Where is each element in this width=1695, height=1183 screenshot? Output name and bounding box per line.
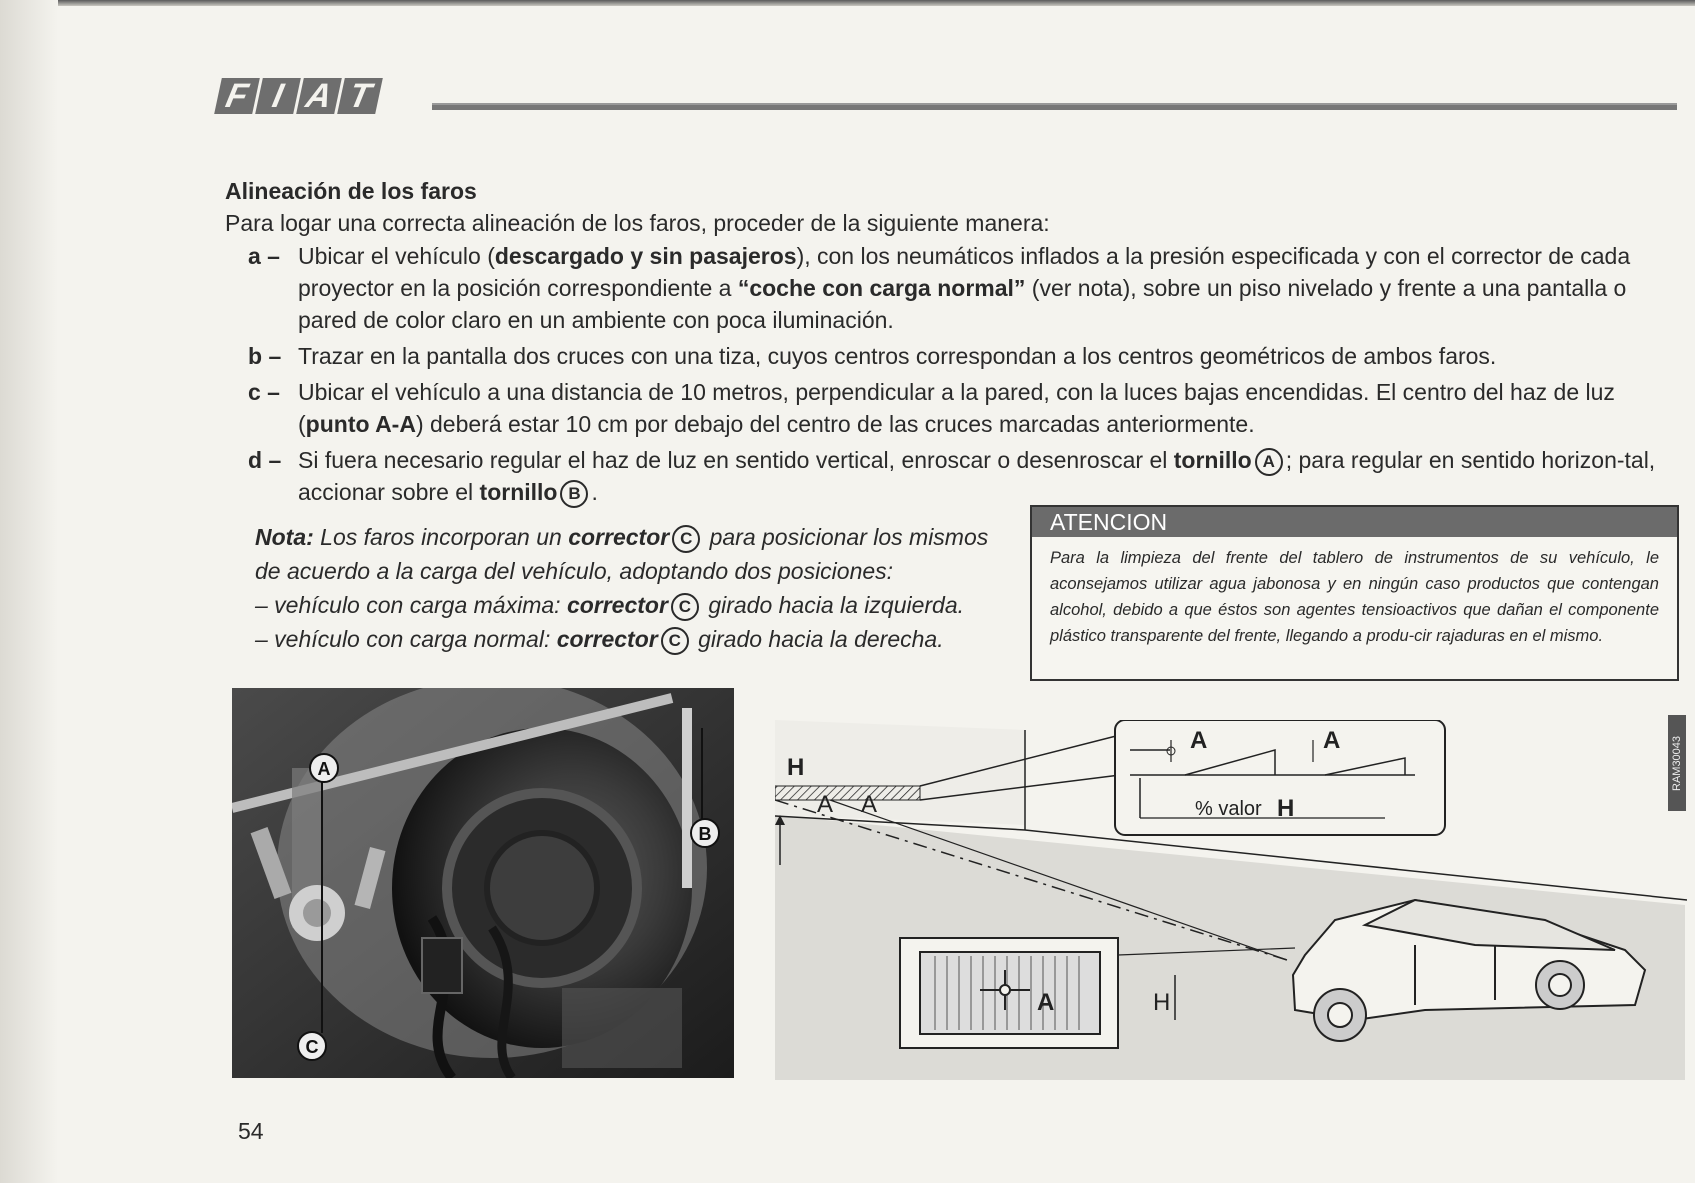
svg-text:A: A <box>317 759 331 779</box>
callout-b <box>691 819 719 847</box>
note-text: – vehículo con carga normal: <box>255 626 551 652</box>
step-text-part: ) deberá estar 10 cm por debajo del centro de las cruces marcadas anteriormente. <box>415 411 1255 437</box>
step-letter: d – <box>248 447 282 473</box>
header-rule <box>432 103 1677 110</box>
step-text-part: Si fuera necesario regular el haz de luz en sentido vertical, enroscar o desenroscar el <box>298 447 1174 473</box>
note-bold: corrector <box>568 524 670 550</box>
step-text-part: ), con los neumáticos inflados a la presión especificada y con el corrector de cada proyector en la posición correspondiente a <box>298 243 1631 301</box>
circled-letter-c: C <box>661 627 689 655</box>
diagram-label-a: A <box>1037 989 1055 1016</box>
step-letter: b – <box>248 343 282 369</box>
section-intro: Para logar una correcta alineación de los faros, proceder de la siguiente manera: <box>225 210 1050 236</box>
circled-letter-c: C <box>671 593 699 621</box>
step-text-part: Ubicar el vehículo a una distancia de 10 metros, perpendicular a la pared, con la luces bajas encendidas. El centro del haz de luz ( <box>298 379 1615 437</box>
circled-letter-b: B <box>560 480 588 508</box>
diagram-label-a: A <box>861 791 878 818</box>
logo-letter: I <box>255 78 301 114</box>
step-bold: punto A-A <box>305 411 416 437</box>
headlight-photo-drawing <box>232 688 734 1078</box>
atencion-heading: ATENCION <box>1032 507 1677 537</box>
step-letter: a – <box>248 243 280 269</box>
atencion-body: Para la limpieza del frente del tablero de instrumentos de su vehículo, le aconsejamos utilizar agua jabonosa y en ningún caso productos que contengan alcohol, debido a que éstos son agentes tensioactivos que dañan el componente plástico transparente del frente, llegando a produ-cir rajaduras en el mismo. <box>1050 549 1659 645</box>
atencion-box <box>1030 505 1679 681</box>
step-bold: “coche con carga normal” <box>737 275 1026 301</box>
diagram-label-a: A <box>817 791 834 818</box>
note-text: – vehículo con carga máxima: <box>255 592 561 618</box>
steps-list <box>248 240 1678 512</box>
note-text: girado hacia la derecha. <box>698 626 944 652</box>
step-bold: tornillo <box>479 479 558 505</box>
alignment-diagram <box>775 720 1687 1080</box>
note-line-3 <box>255 622 1015 656</box>
circled-letter-a: A <box>1255 448 1283 476</box>
step-bold: tornillo <box>1173 447 1252 473</box>
note-text: girado hacia la izquierda. <box>708 592 965 618</box>
headlight-photo <box>232 688 734 1078</box>
note-line-2 <box>255 588 1015 622</box>
note-line-1 <box>255 520 1015 588</box>
svg-text:C: C <box>305 1037 319 1057</box>
note-bold: corrector <box>566 592 668 618</box>
page-binding-shadow <box>0 0 58 1183</box>
logo-letter: T <box>337 78 383 114</box>
diagram-label-h: H <box>1153 989 1171 1016</box>
page-edge <box>0 0 1695 6</box>
step-text <box>298 376 1678 440</box>
step-text <box>298 240 1678 336</box>
step-d <box>248 444 1678 508</box>
note-block <box>255 520 1015 656</box>
page-number: 54 <box>238 1118 264 1144</box>
step-text-part: . <box>591 479 598 505</box>
note-text: para posicionar los mismos de acuerdo a la carga del vehículo, adoptando dos posiciones: <box>255 524 989 584</box>
step-letter: c – <box>248 379 280 405</box>
step-text <box>298 444 1678 508</box>
step-text-part: ; para regular en sentido horizon-tal, accionar sobre el <box>298 447 1656 505</box>
logo-letter: F <box>214 78 260 114</box>
figure-code: RAM30043 <box>1668 715 1686 811</box>
step-c <box>248 376 1678 440</box>
step-a <box>248 240 1678 336</box>
diagram-label-a: A <box>1190 727 1208 754</box>
fiat-logo <box>218 78 379 114</box>
diagram-label-a: A <box>1323 727 1341 754</box>
callout-a <box>310 754 338 782</box>
note-label: Nota: <box>255 524 314 550</box>
note-text: Los faros incorporan un <box>320 524 562 550</box>
logo-letter: A <box>296 78 342 114</box>
step-bold: descargado y sin pasajeros <box>494 243 797 269</box>
note-bold: corrector <box>556 626 658 652</box>
step-text-part: (ver nota), sobre un piso nivelado y frente a una pantalla o pared de color claro en un ambiente con poca iluminación. <box>298 275 1627 333</box>
diagram-label-h: H <box>1277 795 1295 822</box>
section-title: Alineación de los faros <box>225 178 477 204</box>
alignment-diagram-drawing <box>775 720 1687 1080</box>
step-text: Trazar en la pantalla dos cruces con una tiza, cuyos centros correspondan a los centros geométricos de ambos faros. <box>298 343 1497 369</box>
step-text-part: Ubicar el vehículo ( <box>298 243 495 269</box>
step-b <box>248 340 1678 372</box>
callout-c <box>298 1032 326 1060</box>
circled-letter-c: C <box>672 525 700 553</box>
diagram-label-h: H <box>787 754 805 781</box>
valor-label: % valor <box>1195 798 1262 820</box>
svg-text:B: B <box>698 824 712 844</box>
